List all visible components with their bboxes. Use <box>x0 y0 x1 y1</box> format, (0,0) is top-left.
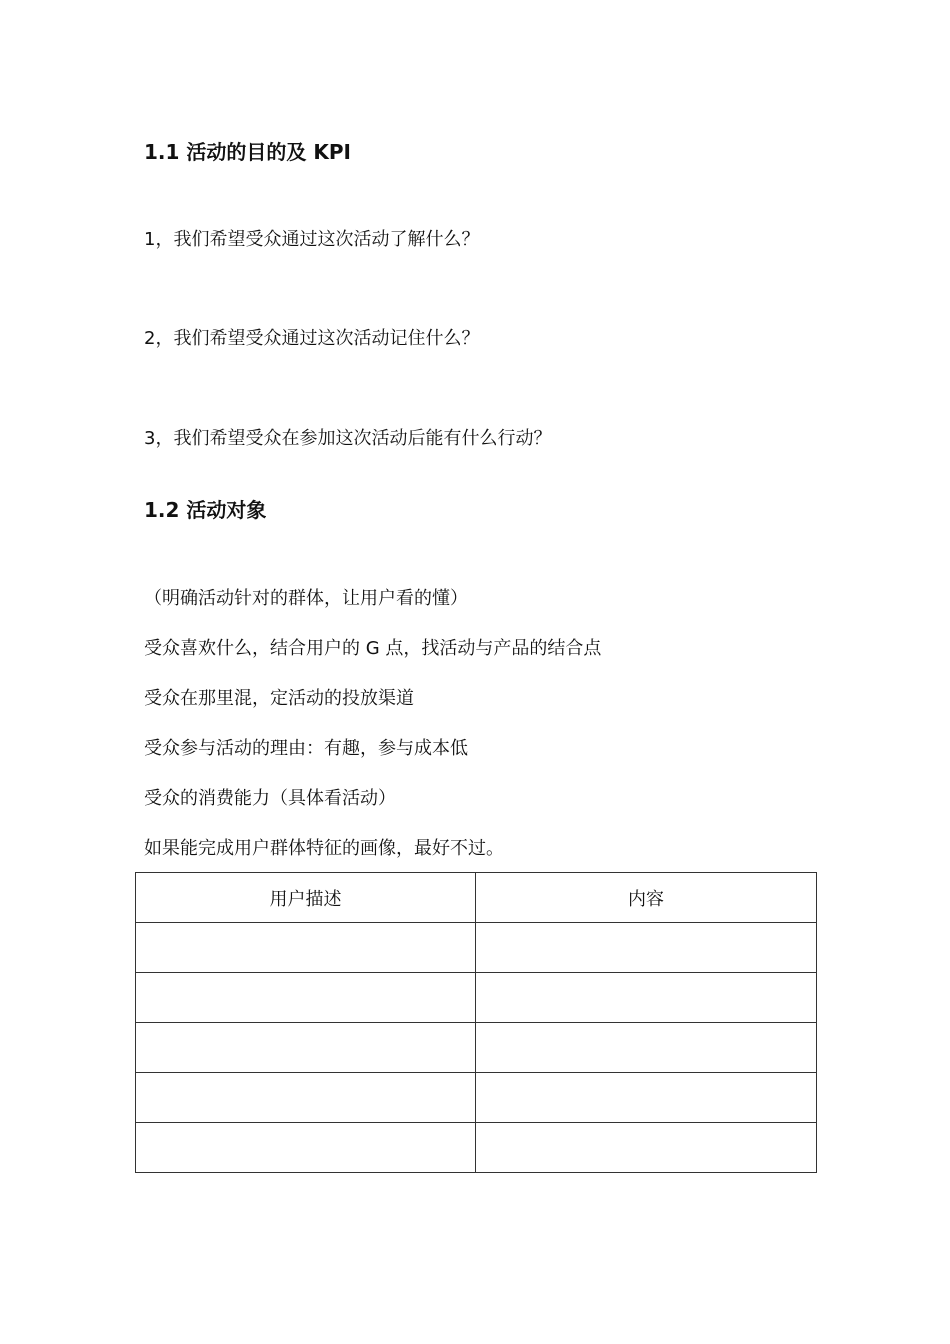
user-description-table <box>135 872 817 1173</box>
audience-line-persona: 如果能完成用户群体特征的画像，最好不过。 <box>144 838 504 859</box>
question-2: 2，我们希望受众通过这次活动记住什么？ <box>144 328 480 349</box>
table-header-row <box>136 873 817 923</box>
table-row <box>136 923 817 973</box>
table-cell[interactable] <box>476 1073 817 1123</box>
audience-line-channels: 受众在那里混，定活动的投放渠道 <box>144 688 414 709</box>
table-row <box>136 1123 817 1173</box>
table-cell[interactable] <box>476 1123 817 1173</box>
audience-line-preferences: 受众喜欢什么，结合用户的 G 点，找活动与产品的结合点 <box>144 638 602 659</box>
column-header-user-description: 用户描述 <box>136 873 476 923</box>
table-cell[interactable] <box>136 923 476 973</box>
section-heading-1-1: 1.1 活动的目的及 KPI <box>144 140 351 164</box>
question-1: 1，我们希望受众通过这次活动了解什么？ <box>144 229 480 250</box>
table-cell[interactable] <box>136 1123 476 1173</box>
table-cell[interactable] <box>136 1073 476 1123</box>
table-cell[interactable] <box>476 923 817 973</box>
table-row <box>136 1073 817 1123</box>
table-row <box>136 1023 817 1073</box>
table-cell[interactable] <box>476 973 817 1023</box>
table-cell[interactable] <box>136 1023 476 1073</box>
table-cell[interactable] <box>476 1023 817 1073</box>
audience-line-reasons: 受众参与活动的理由：有趣，参与成本低 <box>144 738 468 759</box>
question-3: 3，我们希望受众在参加这次活动后能有什么行动？ <box>144 428 552 449</box>
table-cell[interactable] <box>136 973 476 1023</box>
audience-line-spending: 受众的消费能力（具体看活动） <box>144 788 396 809</box>
table-row <box>136 973 817 1023</box>
section-heading-1-2: 1.2 活动对象 <box>144 498 267 522</box>
column-header-content: 内容 <box>476 873 817 923</box>
audience-note: （明确活动针对的群体，让用户看的懂） <box>144 588 468 609</box>
